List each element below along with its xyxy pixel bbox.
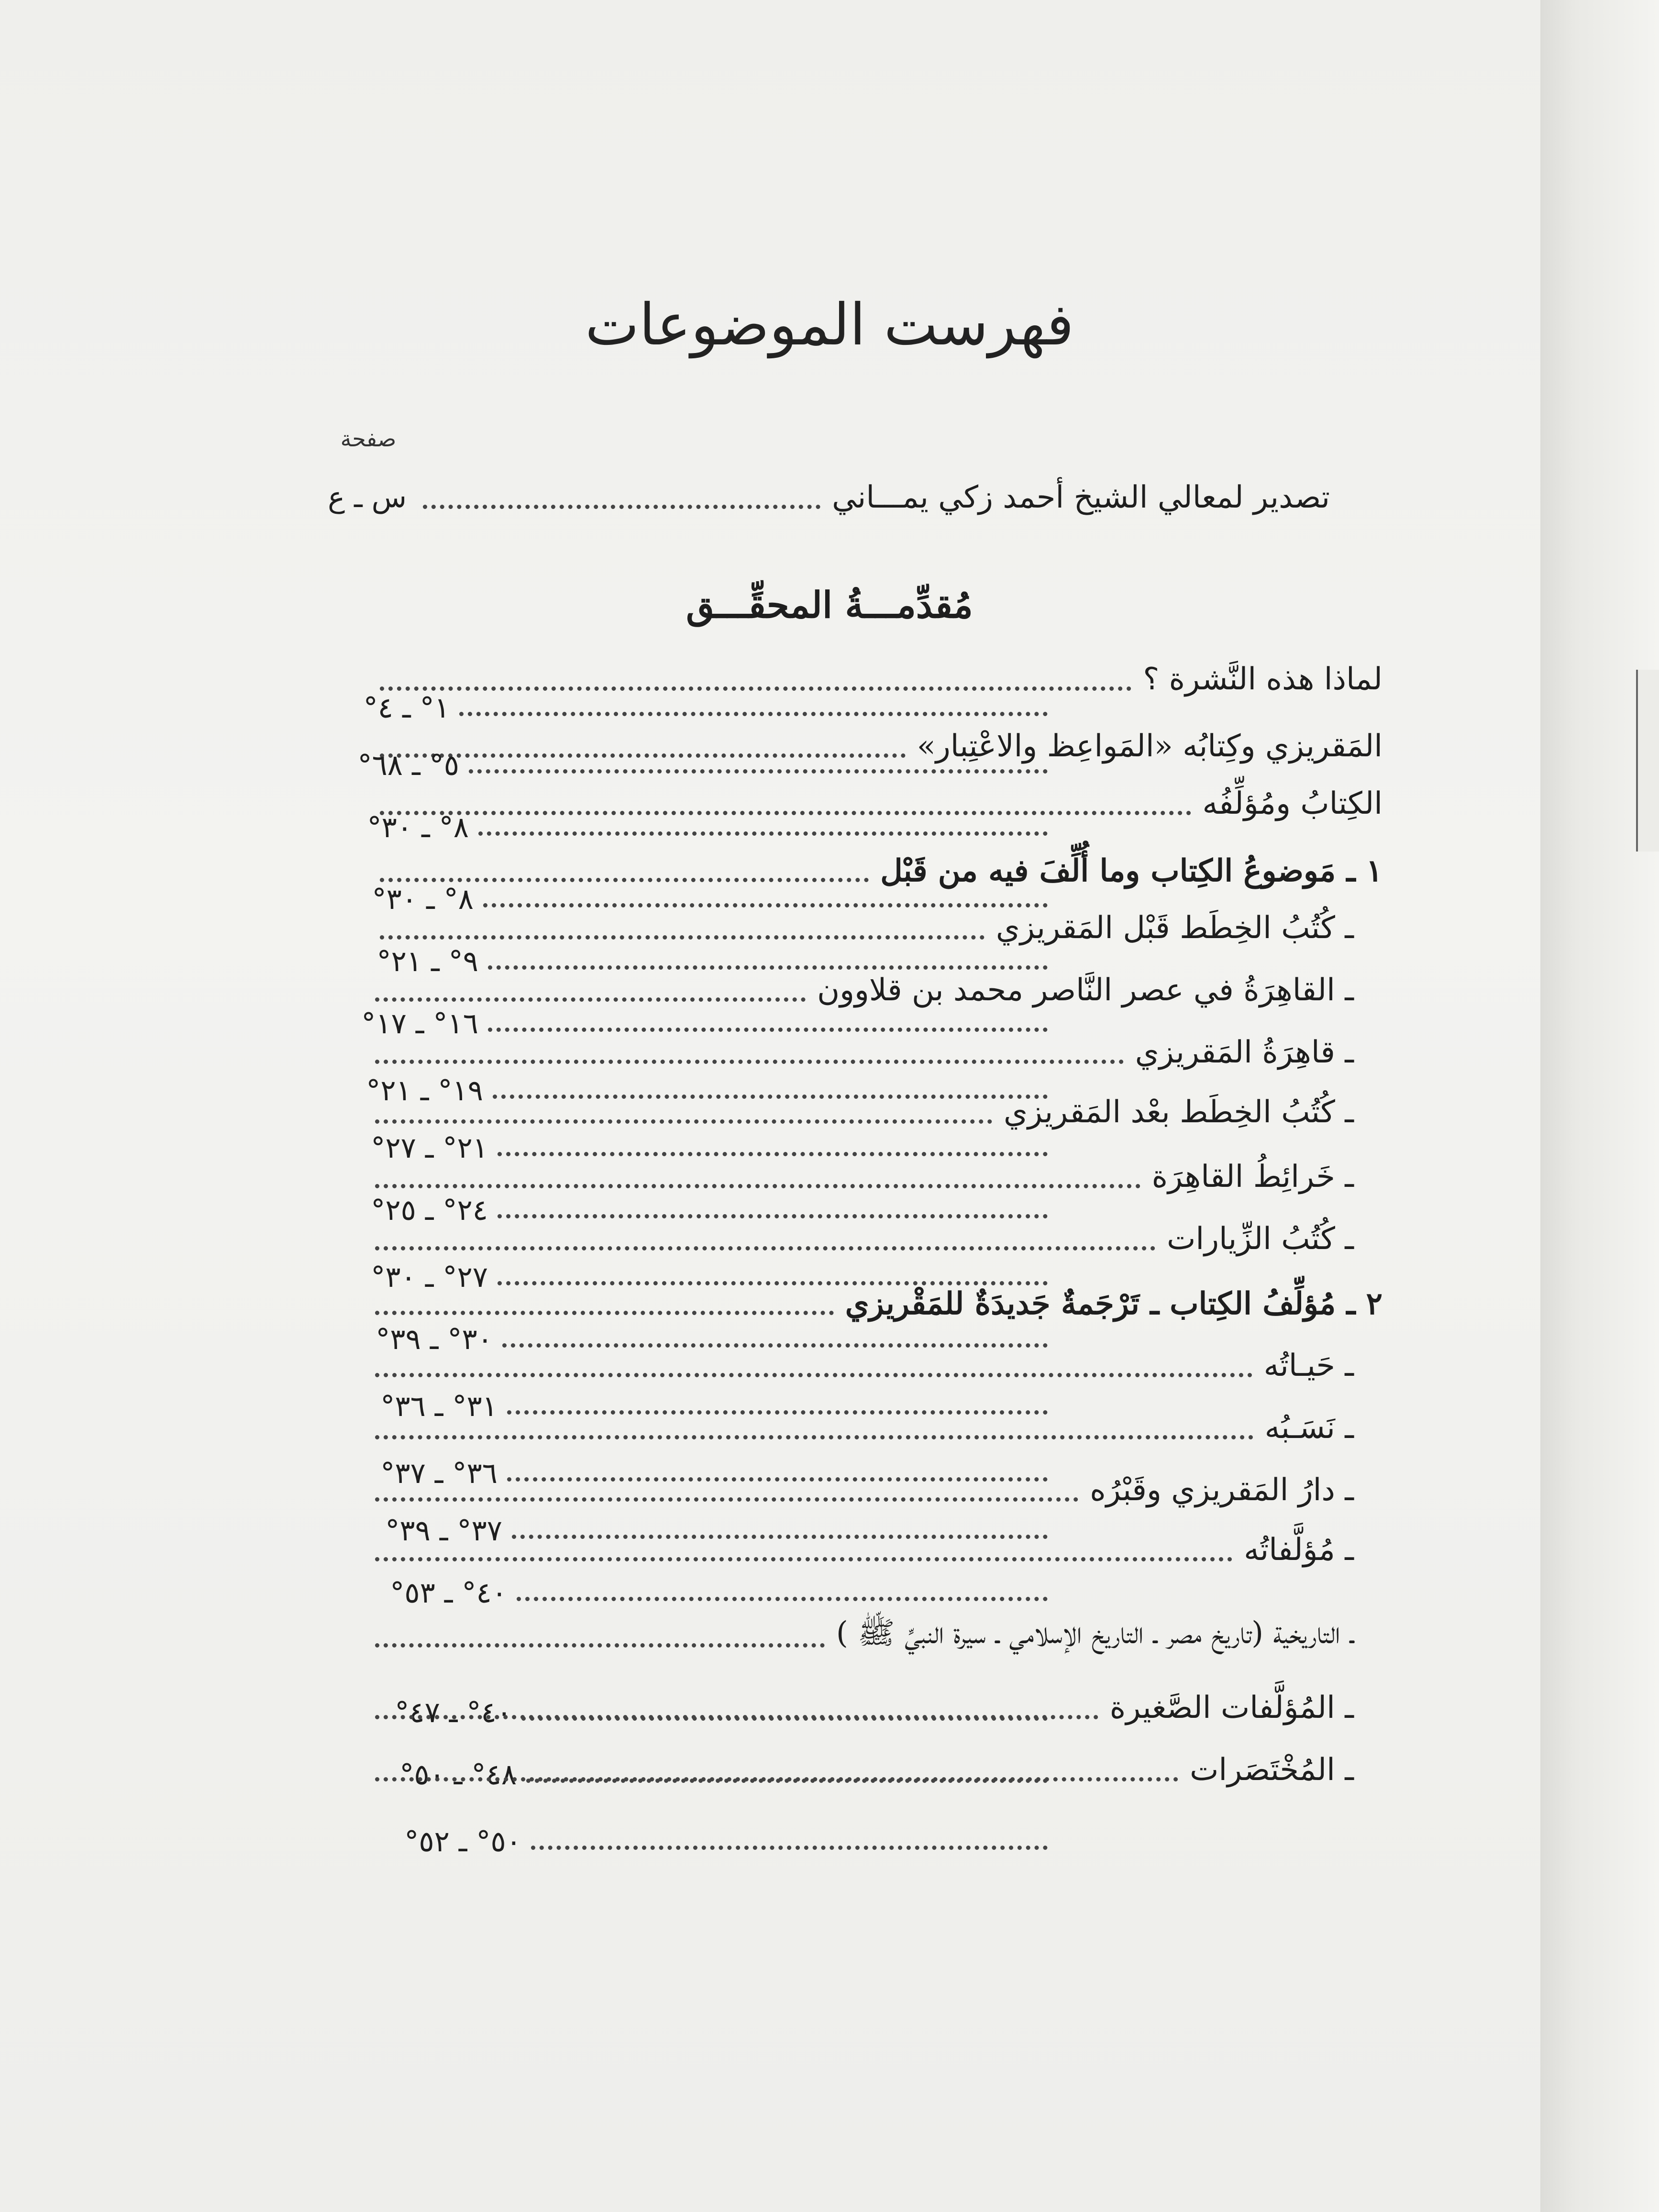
- leader-dots: [375, 1373, 1252, 1377]
- toc-entry: [364, 1741, 1354, 1799]
- toc-entry-label: ١ ـ مَوضوعُ الكِتاب وما أُلِّفَ فيه من قَبْل: [880, 852, 1382, 889]
- toc-entry: [368, 899, 1354, 957]
- toc-entry-pages: ٢١° ـ ٢٧°: [371, 1131, 488, 1165]
- page-leader-dots: [531, 1846, 1048, 1850]
- leader-dots: [380, 811, 1191, 815]
- toc-entry-pages: ٤٠° ـ ٤٧°: [395, 1696, 512, 1729]
- toc-entry-label: ـ دارُ المَقريزي وقَبْرُه: [1090, 1472, 1354, 1508]
- toc-entry: [364, 1679, 1354, 1736]
- toc-entry-label: المَقريزي وكِتابُه «المَواعِظ والاعْتِبار»: [917, 729, 1382, 764]
- toc-entry-pages: ٢٤° ـ ٢٥°: [371, 1194, 488, 1227]
- toc-entry: [364, 1607, 1354, 1665]
- toc-entry-label: لماذا هذه النَّشرة ؟: [1143, 662, 1382, 697]
- toc-entry-pages: ١٦° ـ ١٧°: [361, 1007, 478, 1040]
- toc-entry-label: ـ نَسَـبُه: [1264, 1410, 1354, 1446]
- leader-dots: [375, 1119, 992, 1124]
- leader-dots: [375, 1715, 1098, 1719]
- page-leader-dots: [478, 831, 1048, 836]
- leader-dots: [375, 1246, 1155, 1250]
- toc-entry-pages: ٣٠° ـ ٣٩°: [376, 1323, 493, 1356]
- toc-entry: [364, 1461, 1354, 1519]
- leader-dots: [375, 1777, 1178, 1781]
- toc-entry: [364, 1084, 1354, 1141]
- toc-entry-label: ـ كُتُبُ الخِطَط بعْد المَقريزي: [1003, 1095, 1354, 1130]
- toc-entry-label: ـ القاهِرَةُ في عصر النَّاصر محمد بن قلاوون: [817, 973, 1354, 1008]
- toc-entry: [364, 1399, 1354, 1457]
- leader-dots: [375, 1184, 1140, 1188]
- leader-dots: [375, 1557, 1232, 1561]
- toc-entry: [364, 1148, 1354, 1206]
- toc-entry-pages: ٨° ـ ٣٠°: [372, 883, 474, 916]
- toc-entry: [364, 1275, 1382, 1332]
- toc-entry-pages: ١° ـ ٤°: [363, 691, 450, 725]
- toc-entry-pages: ١٩° ـ ٢١°: [366, 1074, 483, 1107]
- toc-entry-pages: ٥٠° ـ ٥٢°: [404, 1825, 521, 1858]
- toc-entry-pages: ٣٧° ـ ٣٩°: [385, 1514, 502, 1548]
- leader-dots: [375, 1435, 1253, 1439]
- toc-entry: [364, 1521, 1354, 1579]
- toc-entry-label: ـ كُتُبُ الزِّيارات: [1167, 1221, 1354, 1257]
- section-heading: مُقدِّمـــةُ المحقِّـــق: [686, 584, 973, 626]
- toc-entry-pages: ٣٦° ـ ٣٧°: [380, 1457, 498, 1490]
- toc-entry-pages: ٤٨° ـ ٥٠°: [399, 1758, 517, 1792]
- leader-dots: [375, 1311, 834, 1315]
- leader-dots: [375, 1643, 825, 1648]
- toc-entry: [368, 775, 1382, 832]
- toc-entry: [368, 651, 1382, 708]
- leader-dots: [375, 1060, 1124, 1064]
- leader-dots: [375, 1497, 1078, 1502]
- toc-entry: [364, 1024, 1354, 1081]
- page-leader-dots: [517, 1597, 1048, 1601]
- toc-entry-label: ٢ ـ مُؤلِّفُ الكِتاب ـ تَرْجَمةٌ جَديدَةٌ للمَقْريزي: [845, 1285, 1382, 1322]
- toc-entry: [364, 1337, 1354, 1394]
- intro-entry-pages: س ـ ع: [328, 481, 407, 514]
- toc-entry: [364, 1210, 1354, 1268]
- toc-entry: [364, 962, 1354, 1019]
- toc-entry-pages: ٩° ـ ٢١°: [376, 945, 478, 978]
- page-column-header: صفحة: [340, 426, 397, 452]
- page-leader-dots: [469, 769, 1048, 774]
- toc-entry-pages: ٣١° ـ ٣٦°: [380, 1390, 498, 1423]
- toc-entry-label: ـ مُؤلَّفاتُه: [1244, 1532, 1354, 1568]
- page-title: فهرست الموضوعات: [585, 292, 1074, 358]
- toc-entry-pages: ٤٠° ـ ٥٣°: [390, 1576, 507, 1610]
- toc-entry-label: ـ المُخْتَصَرات: [1190, 1752, 1354, 1788]
- leader-dots: [380, 686, 1131, 691]
- toc-entry-label: ـ حَيـاتُه: [1263, 1348, 1354, 1383]
- toc-entry-pages: ٢٧° ـ ٣٠°: [371, 1261, 488, 1294]
- toc-entry-label: ـ قاهِرَةُ المَقريزي: [1135, 1035, 1354, 1070]
- toc-entry-pages: ٨° ـ ٣٠°: [367, 811, 469, 844]
- toc-entry-label: ـ التاريخية (تاريخ مصر ـ التاريخ الإسلامي ـ سيرة النبيِّ ﷺ ): [836, 1615, 1354, 1651]
- intro-entry-label: تصدير لمعالي الشيخ أحمد زكي يمـــاني: [832, 480, 1330, 515]
- toc-entry-pages: ٥° ـ ٦٨°: [357, 749, 459, 782]
- toc-entry-label: ـ المُؤلَّفات الصَّغيرة: [1109, 1690, 1354, 1725]
- toc-entry: [368, 718, 1382, 775]
- toc-entry-label: ـ كُتُبُ الخِطَط قَبْل المَقريزي: [995, 910, 1354, 946]
- toc-entry-label: ـ خَرائِطُ القاهِرَة: [1151, 1159, 1354, 1194]
- toc-entry-label: الكِتابُ ومُؤلِّفُه: [1202, 786, 1382, 821]
- toc-entry: [368, 842, 1382, 899]
- page-leader-dots: [459, 712, 1048, 716]
